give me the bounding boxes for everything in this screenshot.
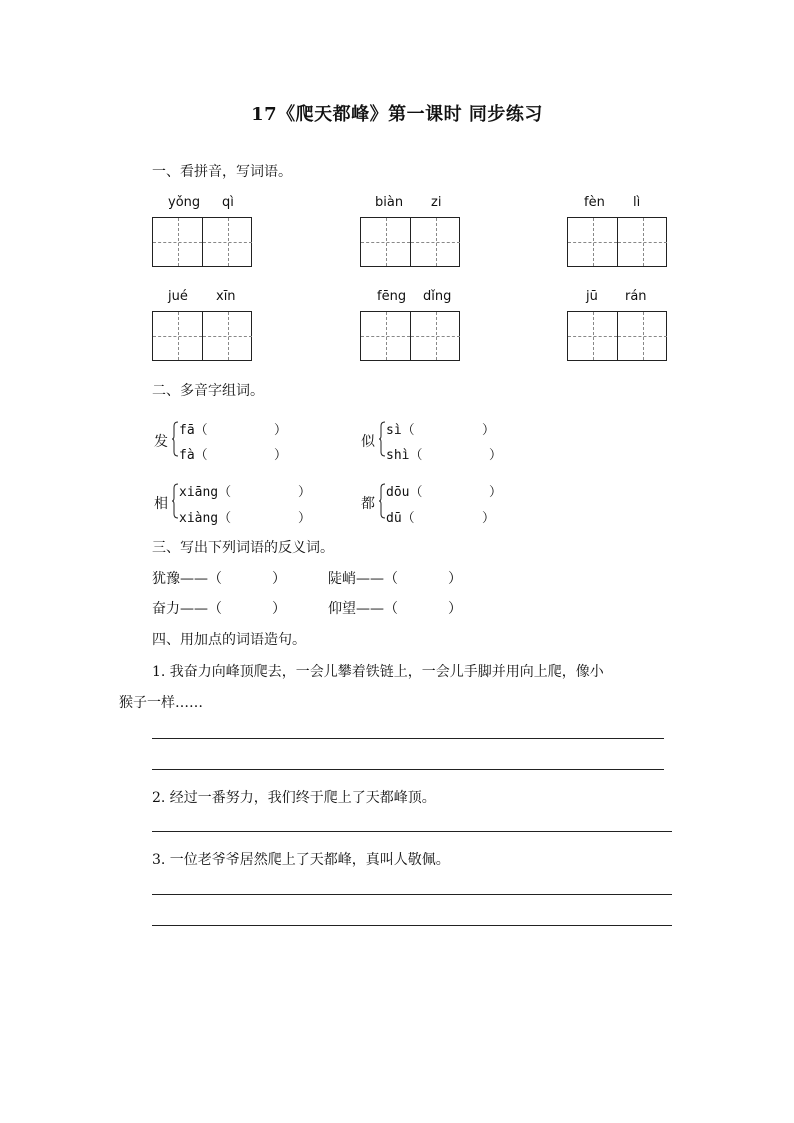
antonym-word: 奋力——（ bbox=[152, 601, 222, 617]
page-title: 17《爬天都峰》第一课时 同步练习 bbox=[251, 104, 543, 125]
polyphone-char: 相 bbox=[154, 496, 168, 512]
polyphone-char: 都 bbox=[361, 496, 375, 512]
blank-close[interactable]: ） bbox=[448, 571, 462, 587]
answer-line[interactable] bbox=[152, 925, 672, 926]
antonym-word: 陡峭——（ bbox=[328, 571, 398, 587]
reading: dū（ bbox=[386, 511, 415, 526]
pinyin: xīn bbox=[216, 289, 236, 304]
antonym-word: 仰望——（ bbox=[328, 601, 398, 617]
reading: xiāng（ bbox=[179, 485, 232, 500]
writing-grid[interactable] bbox=[152, 217, 252, 267]
section2-heading: 二、多音字组词。 bbox=[152, 383, 264, 399]
section1-heading: 一、看拼音，写词语。 bbox=[152, 164, 292, 180]
answer-line[interactable] bbox=[152, 769, 664, 770]
pinyin: biàn bbox=[375, 195, 404, 210]
answer-line[interactable] bbox=[152, 738, 664, 739]
blank-close[interactable]: ） bbox=[274, 423, 288, 438]
pinyin: fēng bbox=[377, 289, 407, 304]
writing-grid[interactable] bbox=[152, 311, 252, 361]
pinyin: fèn bbox=[584, 195, 605, 210]
grid-cell[interactable] bbox=[203, 218, 253, 266]
section3-heading: 三、写出下列词语的反义词。 bbox=[152, 540, 334, 556]
brace-icon bbox=[172, 421, 178, 457]
question-3: 3. 一位老爷爷居然爬上了天都峰，真叫人敬佩。 bbox=[152, 852, 450, 868]
blank-close[interactable]: ） bbox=[274, 448, 288, 463]
grid-cell[interactable] bbox=[618, 312, 668, 360]
blank-close[interactable]: ） bbox=[489, 485, 503, 500]
blank-close[interactable]: ） bbox=[482, 511, 496, 526]
section4-heading: 四、用加点的词语造句。 bbox=[152, 632, 306, 648]
writing-grid[interactable] bbox=[567, 217, 667, 267]
grid-cell[interactable] bbox=[618, 218, 668, 266]
blank-close[interactable]: ） bbox=[272, 571, 286, 587]
grid-cell[interactable] bbox=[411, 312, 461, 360]
pinyin: qì bbox=[222, 195, 234, 210]
blank-close[interactable]: ） bbox=[448, 601, 462, 617]
polyphone-char: 似 bbox=[361, 434, 375, 450]
pinyin: zi bbox=[431, 195, 442, 210]
pinyin: lì bbox=[633, 195, 641, 210]
reading: fā（ bbox=[179, 423, 208, 438]
writing-grid[interactable] bbox=[567, 311, 667, 361]
answer-line[interactable] bbox=[152, 831, 672, 832]
polyphone-char: 发 bbox=[154, 434, 168, 450]
pinyin: rán bbox=[625, 289, 647, 304]
antonym-word: 犹豫——（ bbox=[152, 571, 222, 587]
question-2: 2. 经过一番努力，我们终于爬上了天都峰顶。 bbox=[152, 790, 436, 806]
question-1: 1. 我奋力向峰顶爬去，一会儿攀着铁链上，一会儿手脚并用向上爬，像小 bbox=[152, 664, 604, 680]
answer-line[interactable] bbox=[152, 894, 672, 895]
blank-close[interactable]: ） bbox=[298, 485, 312, 500]
writing-grid[interactable] bbox=[360, 311, 460, 361]
grid-cell[interactable] bbox=[153, 218, 203, 266]
grid-cell[interactable] bbox=[203, 312, 253, 360]
reading: dōu（ bbox=[386, 485, 423, 500]
brace-icon bbox=[172, 483, 178, 519]
pinyin: jū bbox=[586, 289, 598, 304]
blank-close[interactable]: ） bbox=[489, 448, 503, 463]
grid-cell[interactable] bbox=[361, 218, 411, 266]
brace-icon bbox=[379, 421, 385, 457]
grid-cell[interactable] bbox=[568, 312, 618, 360]
reading: sì（ bbox=[386, 423, 415, 438]
question-1-continued: 猴子一样…… bbox=[119, 695, 203, 711]
grid-cell[interactable] bbox=[153, 312, 203, 360]
grid-cell[interactable] bbox=[361, 312, 411, 360]
reading: fà（ bbox=[179, 448, 208, 463]
pinyin: dǐng bbox=[423, 289, 452, 304]
blank-close[interactable]: ） bbox=[298, 511, 312, 526]
pinyin: jué bbox=[168, 289, 188, 304]
blank-close[interactable]: ） bbox=[482, 423, 496, 438]
brace-icon bbox=[379, 483, 385, 519]
reading: xiàng（ bbox=[179, 511, 232, 526]
writing-grid[interactable] bbox=[360, 217, 460, 267]
grid-cell[interactable] bbox=[568, 218, 618, 266]
pinyin: yǒng bbox=[168, 195, 201, 210]
grid-cell[interactable] bbox=[411, 218, 461, 266]
reading: shì（ bbox=[386, 448, 423, 463]
blank-close[interactable]: ） bbox=[272, 601, 286, 617]
